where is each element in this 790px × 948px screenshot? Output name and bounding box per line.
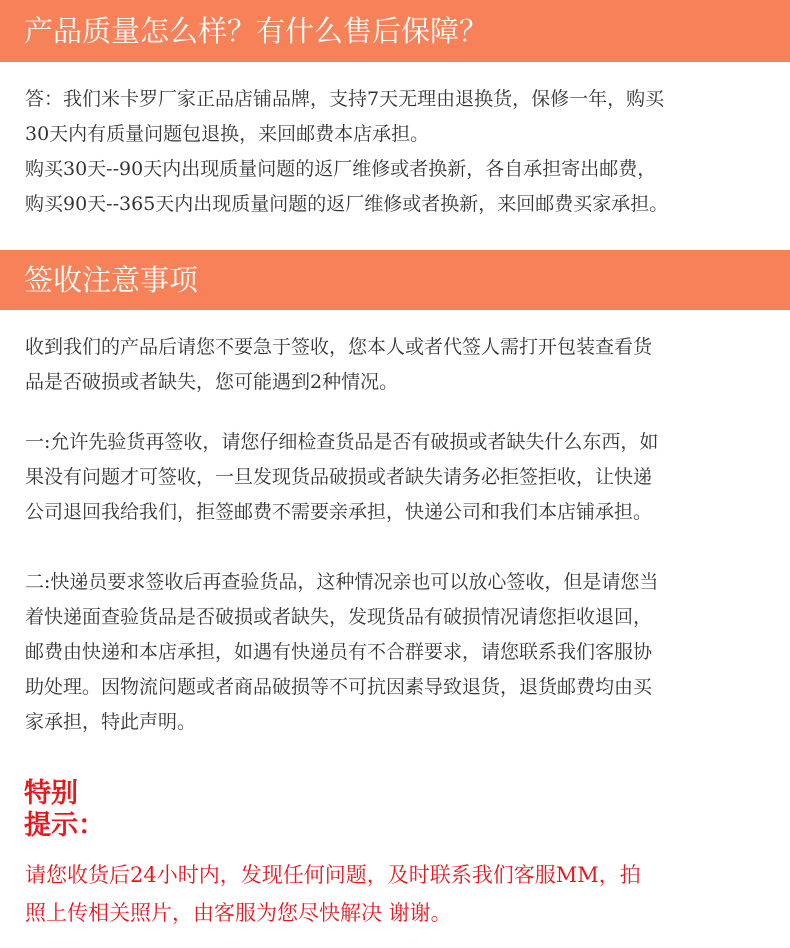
case-two-line: 家承担，特此声明。	[25, 711, 197, 733]
special-notice-title	[24, 778, 105, 842]
section-title-quality: 产品质量怎么样？有什么售后保障？	[24, 13, 489, 48]
case-two-line: 助处理。因物流问题或者商品破损等不可抗因素导致退货，退货邮费均由买	[25, 676, 653, 698]
answer-line: 购买30天--90天内出现质量问题的返厂维修或者换新，各自承担寄出邮费，	[25, 158, 657, 180]
answer-line: 30天内有质量问题包退换，来回邮费本店承担。	[25, 123, 430, 145]
intro-line: 品是否破损或者缺失，您可能遇到2种情况。	[25, 371, 399, 393]
notice-line: 照上传相关照片，由客服为您尽快解决 谢谢。	[25, 901, 452, 925]
special-notice-body	[25, 856, 770, 932]
case-one-line: 公司退回我给我们，拒签邮费不需要亲承担，快递公司和我们本店铺承担。	[25, 501, 653, 523]
case-two-line: 着快递面查验货品是否破损或者缺失，发现货品有破损情况请您拒收退回，	[25, 606, 653, 628]
notice-title-line: 提示：	[24, 810, 105, 841]
section-title-receipt: 签收注意事项	[24, 262, 199, 297]
receipt-case-one	[25, 425, 770, 530]
receipt-case-two	[25, 565, 770, 740]
notice-title-line: 特别	[24, 778, 78, 809]
notice-line: 请您收货后24小时内，发现任何问题，及时联系我们客服MM，拍	[25, 863, 641, 887]
answer-line: 购买90天--365天内出现质量问题的返厂维修或者换新，来回邮费买家承担。	[25, 193, 669, 215]
receipt-intro-block	[25, 330, 770, 400]
case-one-line: 果没有问题才可签收，一旦发现货品破损或者缺失请务必拒签拒收，让快递	[25, 466, 653, 488]
case-one-line: 一:允许先验货再签收，请您仔细检查货品是否有破损或者缺失什么东西，如	[25, 431, 659, 453]
section-header-receipt	[0, 250, 790, 310]
case-two-line: 邮费由快递和本店承担，如遇有快递员有不合群要求，请您联系我们客服协	[25, 641, 653, 663]
intro-line: 收到我们的产品后请您不要急于签收，您本人或者代签人需打开包装查看货	[25, 336, 653, 358]
case-two-line: 二:快递员要求签收后再查验货品，这种情况亲也可以放心签收，但是请您当	[25, 571, 659, 593]
quality-answer-block	[25, 82, 770, 222]
answer-line: 答：我们米卡罗厂家正品店铺品牌，支持7天无理由退换货，保修一年，购买	[25, 88, 665, 110]
section-header-quality	[0, 0, 790, 62]
